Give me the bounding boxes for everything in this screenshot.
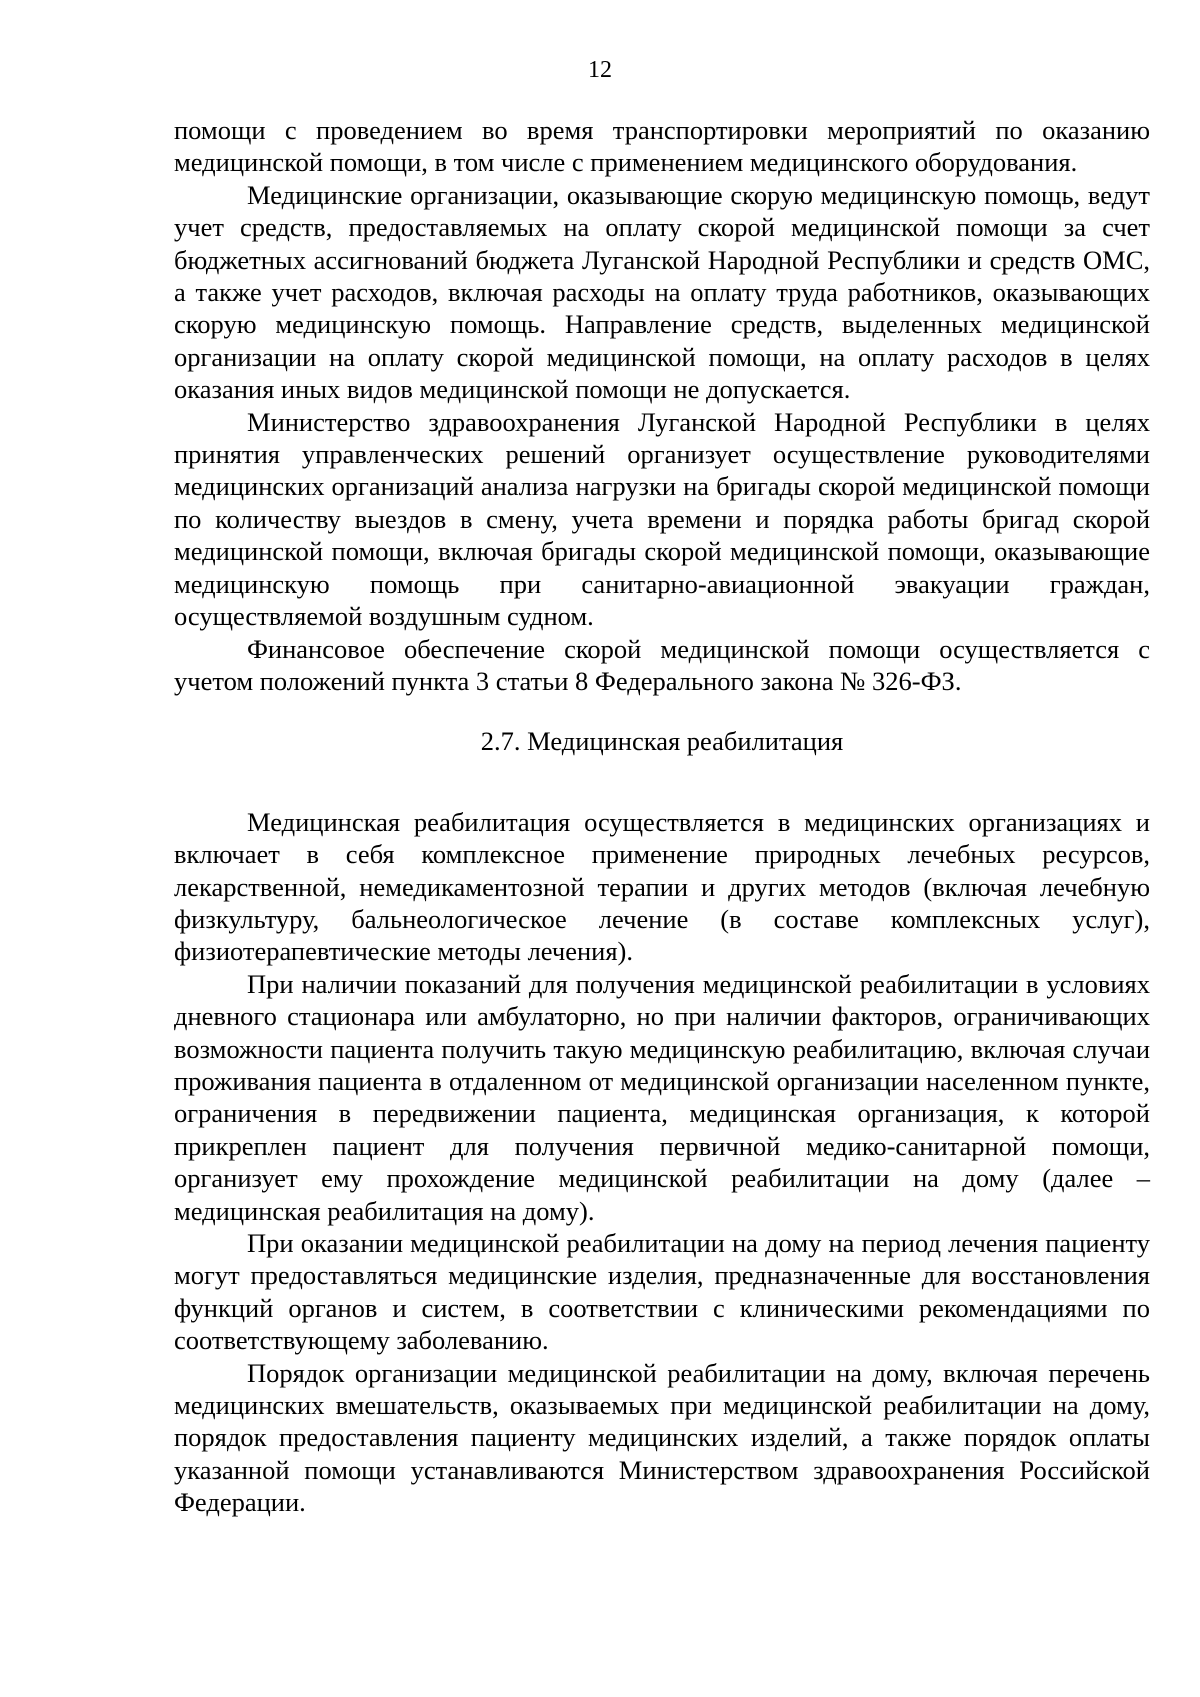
paragraph-medical-devices: При оказании медицинской реабилитации на дому на период лечения пациенту могут предоставляться медицинские изделия, предназначенные для восстановления функций органов и систем, в соответствии с клиническими рекомендациями по соответствующему заболеванию.	[174, 1228, 1150, 1356]
section-title: 2.7. Медицинская реабилитация	[480, 726, 844, 757]
paragraph-rehabilitation-definition: Медицинская реабилитация осуществляется в медицинских организациях и включает в себя комплексное применение природных лечебных ресурсов, лекарственной, немедикаментозной терапии и других методов (включая лечебную физкультуру, бальнеологическое лечение (в составе комплексных услуг), физиотерапевтические методы лечения).	[174, 806, 1150, 967]
paragraph-ambulance-accounting: Медицинские организации, оказывающие скорую медицинскую помощь, ведут учет средств, предоставляемых на оплату скорой медицинской помощи за счет бюджетных ассигнований бюджета Луганской Народной Республики и средств ОМС, а также учет расходов, включая расходы на оплату труда работников, оказывающих скорую медицинскую помощь. Направление средств, выделенных медицинской организации на оплату скорой медицинской помощи, на оплату расходов в целях оказания иных видов медицинской помощи не допускается.	[174, 179, 1150, 405]
paragraph-home-rehabilitation: При наличии показаний для получения медицинской реабилитации в условиях дневного стационара или амбулаторно, но при наличии факторов, ограничивающих возможности пациента получить такую медицинскую реабилитацию, включая случаи проживания пациента в отдаленном от медицинской организации населенном пункте, ограничения в передвижении пациента, медицинская организация, к которой прикреплен пациент для получения первичной медико-санитарной помощи, организует ему прохождение медицинской реабилитации на дому (далее – медицинская реабилитация на дому).	[174, 968, 1150, 1226]
paragraph-procedure: Порядок организации медицинской реабилитации на дому, включая перечень медицинских вмешательств, оказываемых при медицинской реабилитации на дому, порядок предоставления пациенту медицинских изделий, а также порядок оплаты указанной помощи устанавливаются Министерством здравоохранения Российской Федерации.	[174, 1357, 1150, 1518]
paragraph-continuation: помощи с проведением во время транспортировки мероприятий по оказанию медицинской помощи, в том числе с применением медицинского оборудования.	[174, 115, 1150, 178]
page-number: 12	[588, 57, 612, 83]
paragraph-ministry-analysis: Министерство здравоохранения Луганской Народной Республики в целях принятия управленческих решений организует осуществление руководителями медицинских организаций анализа нагрузки на бригады скорой медицинской помощи по количеству выездов в смену, учета времени и порядка работы бригад скорой медицинской помощи, включая бригады скорой медицинской помощи, оказывающие медицинскую помощь при санитарно-авиационной эвакуации граждан, осуществляемой воздушным судном.	[174, 406, 1150, 632]
paragraph-ambulance-financing: Финансовое обеспечение скорой медицинской помощи осуществляется с учетом положений пункта 3 статьи 8 Федерального закона № 326-ФЗ.	[174, 633, 1150, 696]
document-body	[174, 114, 1150, 1519]
